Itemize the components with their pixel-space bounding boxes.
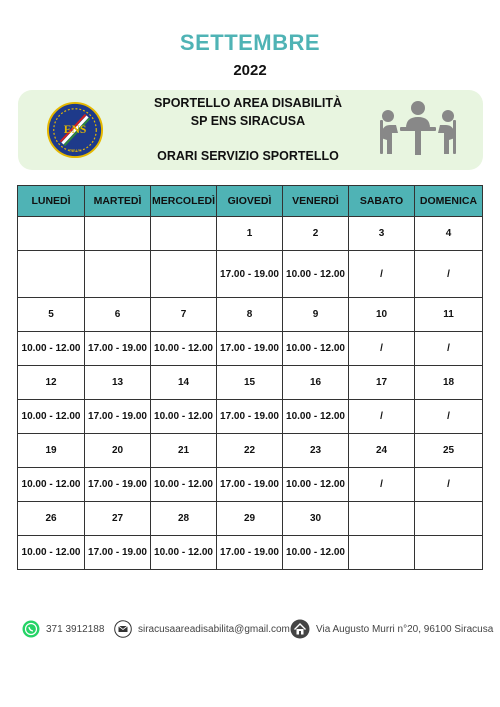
ens-logo-icon [46, 101, 104, 159]
footer [0, 618, 500, 640]
hours-cell: 10.00 - 12.00 [283, 400, 349, 434]
banner-title-2: SP ENS SIRACUSA [190, 114, 306, 128]
day-header: GIOVEDÌ [217, 186, 283, 217]
date-cell: 11 [415, 298, 483, 332]
date-cell: 21 [151, 434, 217, 468]
date-cell: 16 [283, 366, 349, 400]
date-cell: 28 [151, 502, 217, 536]
date-cell: 29 [217, 502, 283, 536]
day-header: SABATO [349, 186, 415, 217]
logo-text: ENS [63, 122, 87, 136]
date-cell: 19 [18, 434, 85, 468]
schedule-table [17, 185, 483, 570]
hours-cell: 10.00 - 12.00 [283, 332, 349, 366]
day-header-row [18, 186, 483, 217]
date-cell [415, 502, 483, 536]
footer-email [114, 618, 290, 640]
hours-cell: 10.00 - 12.00 [283, 251, 349, 298]
home-icon [290, 619, 310, 639]
header-banner [18, 90, 483, 170]
date-cell [18, 217, 85, 251]
date-cell: 30 [283, 502, 349, 536]
hours-cell: 17.00 - 19.00 [217, 468, 283, 502]
hours-cell: / [349, 332, 415, 366]
date-cell: 5 [18, 298, 85, 332]
month-title: SETTEMBRE [179, 30, 321, 55]
date-cell: 1 [217, 217, 283, 251]
hours-cell: 10.00 - 12.00 [18, 468, 85, 502]
date-cell: 4 [415, 217, 483, 251]
day-header: DOMENICA [415, 186, 483, 217]
hours-cell: 10.00 - 12.00 [18, 400, 85, 434]
hours-cell: 10.00 - 12.00 [18, 332, 85, 366]
date-cell: 8 [217, 298, 283, 332]
address-text: Via Augusto Murri n°20, 96100 Siracusa [316, 623, 494, 635]
hours-row [18, 400, 483, 434]
date-cell: 10 [349, 298, 415, 332]
date-cell: 24 [349, 434, 415, 468]
hours-cell: / [415, 332, 483, 366]
hours-cell: 10.00 - 12.00 [283, 536, 349, 570]
date-cell: 9 [283, 298, 349, 332]
date-cell: 7 [151, 298, 217, 332]
hours-row [18, 251, 483, 298]
hours-cell: / [349, 468, 415, 502]
hours-cell [85, 251, 151, 298]
hours-cell: 17.00 - 19.00 [217, 400, 283, 434]
hours-cell: 17.00 - 19.00 [85, 536, 151, 570]
date-row [18, 217, 483, 251]
date-row [18, 434, 483, 468]
hours-row [18, 536, 483, 570]
date-cell: 22 [217, 434, 283, 468]
hours-cell: 10.00 - 12.00 [151, 536, 217, 570]
meeting-icon [378, 98, 458, 162]
date-cell [349, 502, 415, 536]
date-cell: 17 [349, 366, 415, 400]
date-cell: 15 [217, 366, 283, 400]
hours-cell [349, 536, 415, 570]
hours-cell: 10.00 - 12.00 [151, 468, 217, 502]
date-cell: 25 [415, 434, 483, 468]
day-header: MERCOLEDÌ [151, 186, 217, 217]
date-cell: 3 [349, 217, 415, 251]
day-header: LUNEDÌ [18, 186, 85, 217]
hours-cell: 10.00 - 12.00 [18, 536, 85, 570]
hours-cell: / [349, 251, 415, 298]
date-cell: 20 [85, 434, 151, 468]
date-cell: 23 [283, 434, 349, 468]
date-cell: 2 [283, 217, 349, 251]
mail-icon [114, 620, 132, 638]
hours-cell [415, 536, 483, 570]
day-header: MARTEDÌ [85, 186, 151, 217]
hours-cell: / [349, 400, 415, 434]
hours-cell: 17.00 - 19.00 [217, 536, 283, 570]
hours-cell [151, 251, 217, 298]
date-cell [85, 217, 151, 251]
phone-text: 371 3912188 [46, 623, 105, 635]
hours-cell: 17.00 - 19.00 [217, 332, 283, 366]
date-cell: 6 [85, 298, 151, 332]
footer-address [290, 618, 493, 640]
banner-subtitle: ORARI SERVIZIO SPORTELLO [157, 149, 339, 163]
hours-cell: / [415, 251, 483, 298]
hours-cell: 17.00 - 19.00 [85, 332, 151, 366]
hours-cell: 10.00 - 12.00 [283, 468, 349, 502]
date-cell: 26 [18, 502, 85, 536]
footer-phone [22, 618, 104, 640]
banner-title-1: SPORTELLO AREA DISABILITÀ [154, 96, 342, 110]
hours-cell: 17.00 - 19.00 [85, 400, 151, 434]
date-cell: 13 [85, 366, 151, 400]
hours-cell: 17.00 - 19.00 [217, 251, 283, 298]
date-cell: 27 [85, 502, 151, 536]
hours-cell: / [415, 400, 483, 434]
date-cell: 14 [151, 366, 217, 400]
email-text: siracusaareadisabilita@gmail.com [138, 623, 290, 635]
date-row [18, 366, 483, 400]
whatsapp-icon [22, 620, 40, 638]
hours-cell: 10.00 - 12.00 [151, 332, 217, 366]
day-header: VENERDÌ [283, 186, 349, 217]
hours-row [18, 468, 483, 502]
date-cell: 12 [18, 366, 85, 400]
date-row [18, 502, 483, 536]
hours-cell: / [415, 468, 483, 502]
hours-row [18, 332, 483, 366]
hours-cell [18, 251, 85, 298]
logo-small-text: ONLUS [68, 148, 82, 153]
date-row [18, 298, 483, 332]
hours-cell: 10.00 - 12.00 [151, 400, 217, 434]
date-cell [151, 217, 217, 251]
hours-cell: 17.00 - 19.00 [85, 468, 151, 502]
date-cell: 18 [415, 366, 483, 400]
year-title: 2022 [233, 62, 267, 79]
